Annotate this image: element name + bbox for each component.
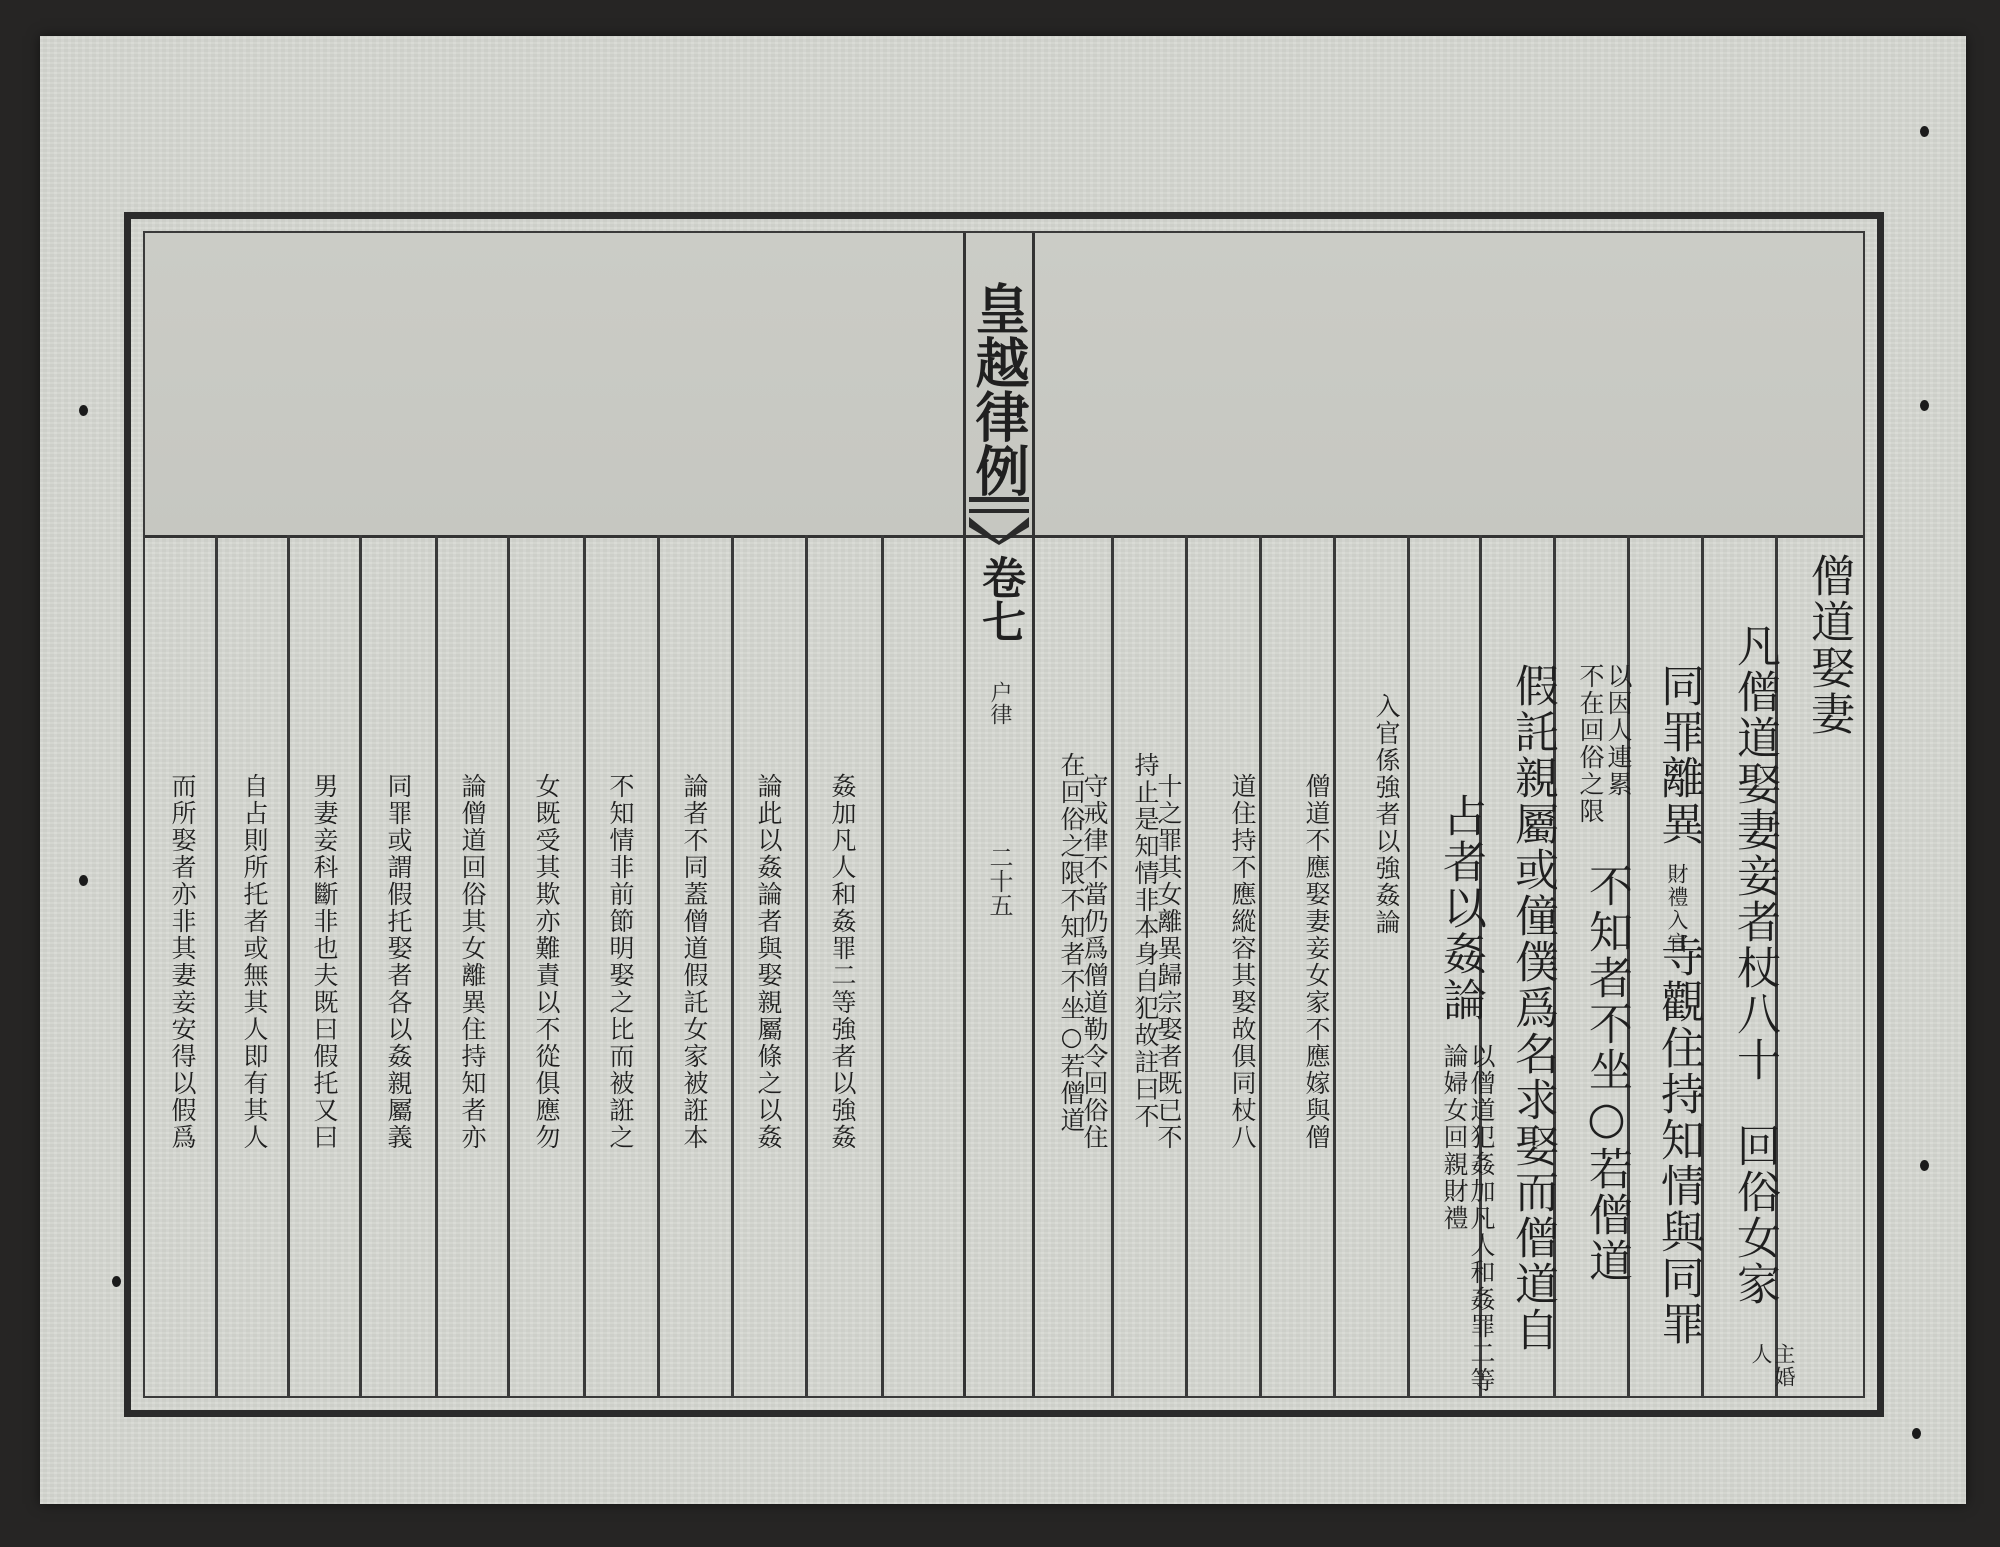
commentary-column: 僧道不應娶妻妾女家不應嫁與僧 bbox=[1302, 773, 1331, 1151]
fish-tail-ornament bbox=[969, 497, 1029, 545]
commentary-column: 女既受其欺亦難責以不從俱應勿 bbox=[532, 773, 561, 1151]
section-label bbox=[963, 681, 1035, 725]
commentary-column: 論僧道回俗其女離異住持知者亦 bbox=[458, 773, 487, 1151]
page-number bbox=[963, 845, 1035, 917]
commentary-column: 男妻妾科斷非也夫既曰假托又曰 bbox=[310, 773, 339, 1151]
section-heading: 僧道娶妻 bbox=[1803, 553, 1854, 737]
statute-column-2: 同罪離異 bbox=[1653, 663, 1704, 847]
commentary-column: 論此以姦論者與娶親屬條之以姦 bbox=[754, 773, 783, 1151]
book-title-text: 皇越律例 bbox=[967, 281, 1031, 497]
commentary-column: 而所娶者亦非其妻妾安得以假爲 bbox=[168, 773, 197, 1151]
page-number-text: 二十五 bbox=[985, 845, 1013, 917]
commentary-column: 持止是知情非本身自犯故註曰不 bbox=[1131, 752, 1160, 1130]
binding-hole bbox=[79, 405, 88, 416]
center-fold-band bbox=[963, 233, 1035, 1396]
section-text: 户律 bbox=[987, 681, 1012, 725]
statute-column-3-tail: 不知者不坐○若僧道 bbox=[1581, 863, 1632, 1284]
statute-note-5: 以僧道犯姦加凡人和姦罪二等論婦女回親財禮 bbox=[1440, 1043, 1496, 1394]
statute-column-1-tail: 回俗女家 bbox=[1729, 1123, 1780, 1307]
book-title bbox=[963, 281, 1035, 497]
binding-hole bbox=[112, 1276, 121, 1287]
commentary-column: 自占則所托者或無其人即有其人 bbox=[240, 773, 269, 1151]
statute-note-3b: 不在回俗之限 bbox=[1576, 663, 1605, 825]
commentary-column: 同罪或謂假托娶者各以姦親屬義 bbox=[384, 773, 413, 1151]
statute-note-2: 財禮入官 bbox=[1665, 863, 1689, 955]
commentary-column: 姦加凡人和姦罪二等強者以強姦 bbox=[828, 773, 857, 1151]
statute-column-1: 凡僧道娶妻妾者杖八十 bbox=[1729, 623, 1780, 1083]
binding-hole bbox=[1920, 400, 1929, 411]
binding-hole bbox=[1912, 1428, 1921, 1439]
statute-note-3a: 以因人連累 bbox=[1604, 663, 1633, 798]
commentary-column: 不知情非前節明娶之比而被誑之 bbox=[606, 773, 635, 1151]
binding-hole bbox=[1920, 1160, 1929, 1171]
commentary-column: 論者不同蓋僧道假託女家被誑本 bbox=[680, 773, 709, 1151]
statute-column-5: 占者以姦論 bbox=[1435, 793, 1486, 1023]
commentary-column: 守戒律不當仍爲僧道勒令回俗住 bbox=[1080, 773, 1109, 1151]
page-frame bbox=[124, 212, 1884, 1417]
statute-note-1: 主婚人 bbox=[1749, 1343, 1796, 1389]
commentary-column: 道住持不應縱容其娶故俱同杖八 bbox=[1228, 773, 1257, 1151]
binding-hole bbox=[1920, 126, 1929, 137]
volume-text: 卷七 bbox=[974, 555, 1025, 643]
commentary-column: 十之罪其女離異歸宗娶者既已不 bbox=[1154, 773, 1183, 1151]
statute-note-6: 入官係強者以強姦論 bbox=[1372, 693, 1401, 936]
statute-column-2-tail: 寺觀住持知情與同罪 bbox=[1653, 933, 1704, 1347]
statute-column-4: 假託親屬或僮僕爲名求娶而僧道自 bbox=[1507, 663, 1558, 1353]
binding-hole bbox=[79, 875, 88, 886]
volume-label bbox=[963, 555, 1035, 643]
text-grid bbox=[143, 231, 1865, 1398]
commentary-column: 在回俗之限不知者不坐○若僧道 bbox=[1057, 752, 1086, 1134]
